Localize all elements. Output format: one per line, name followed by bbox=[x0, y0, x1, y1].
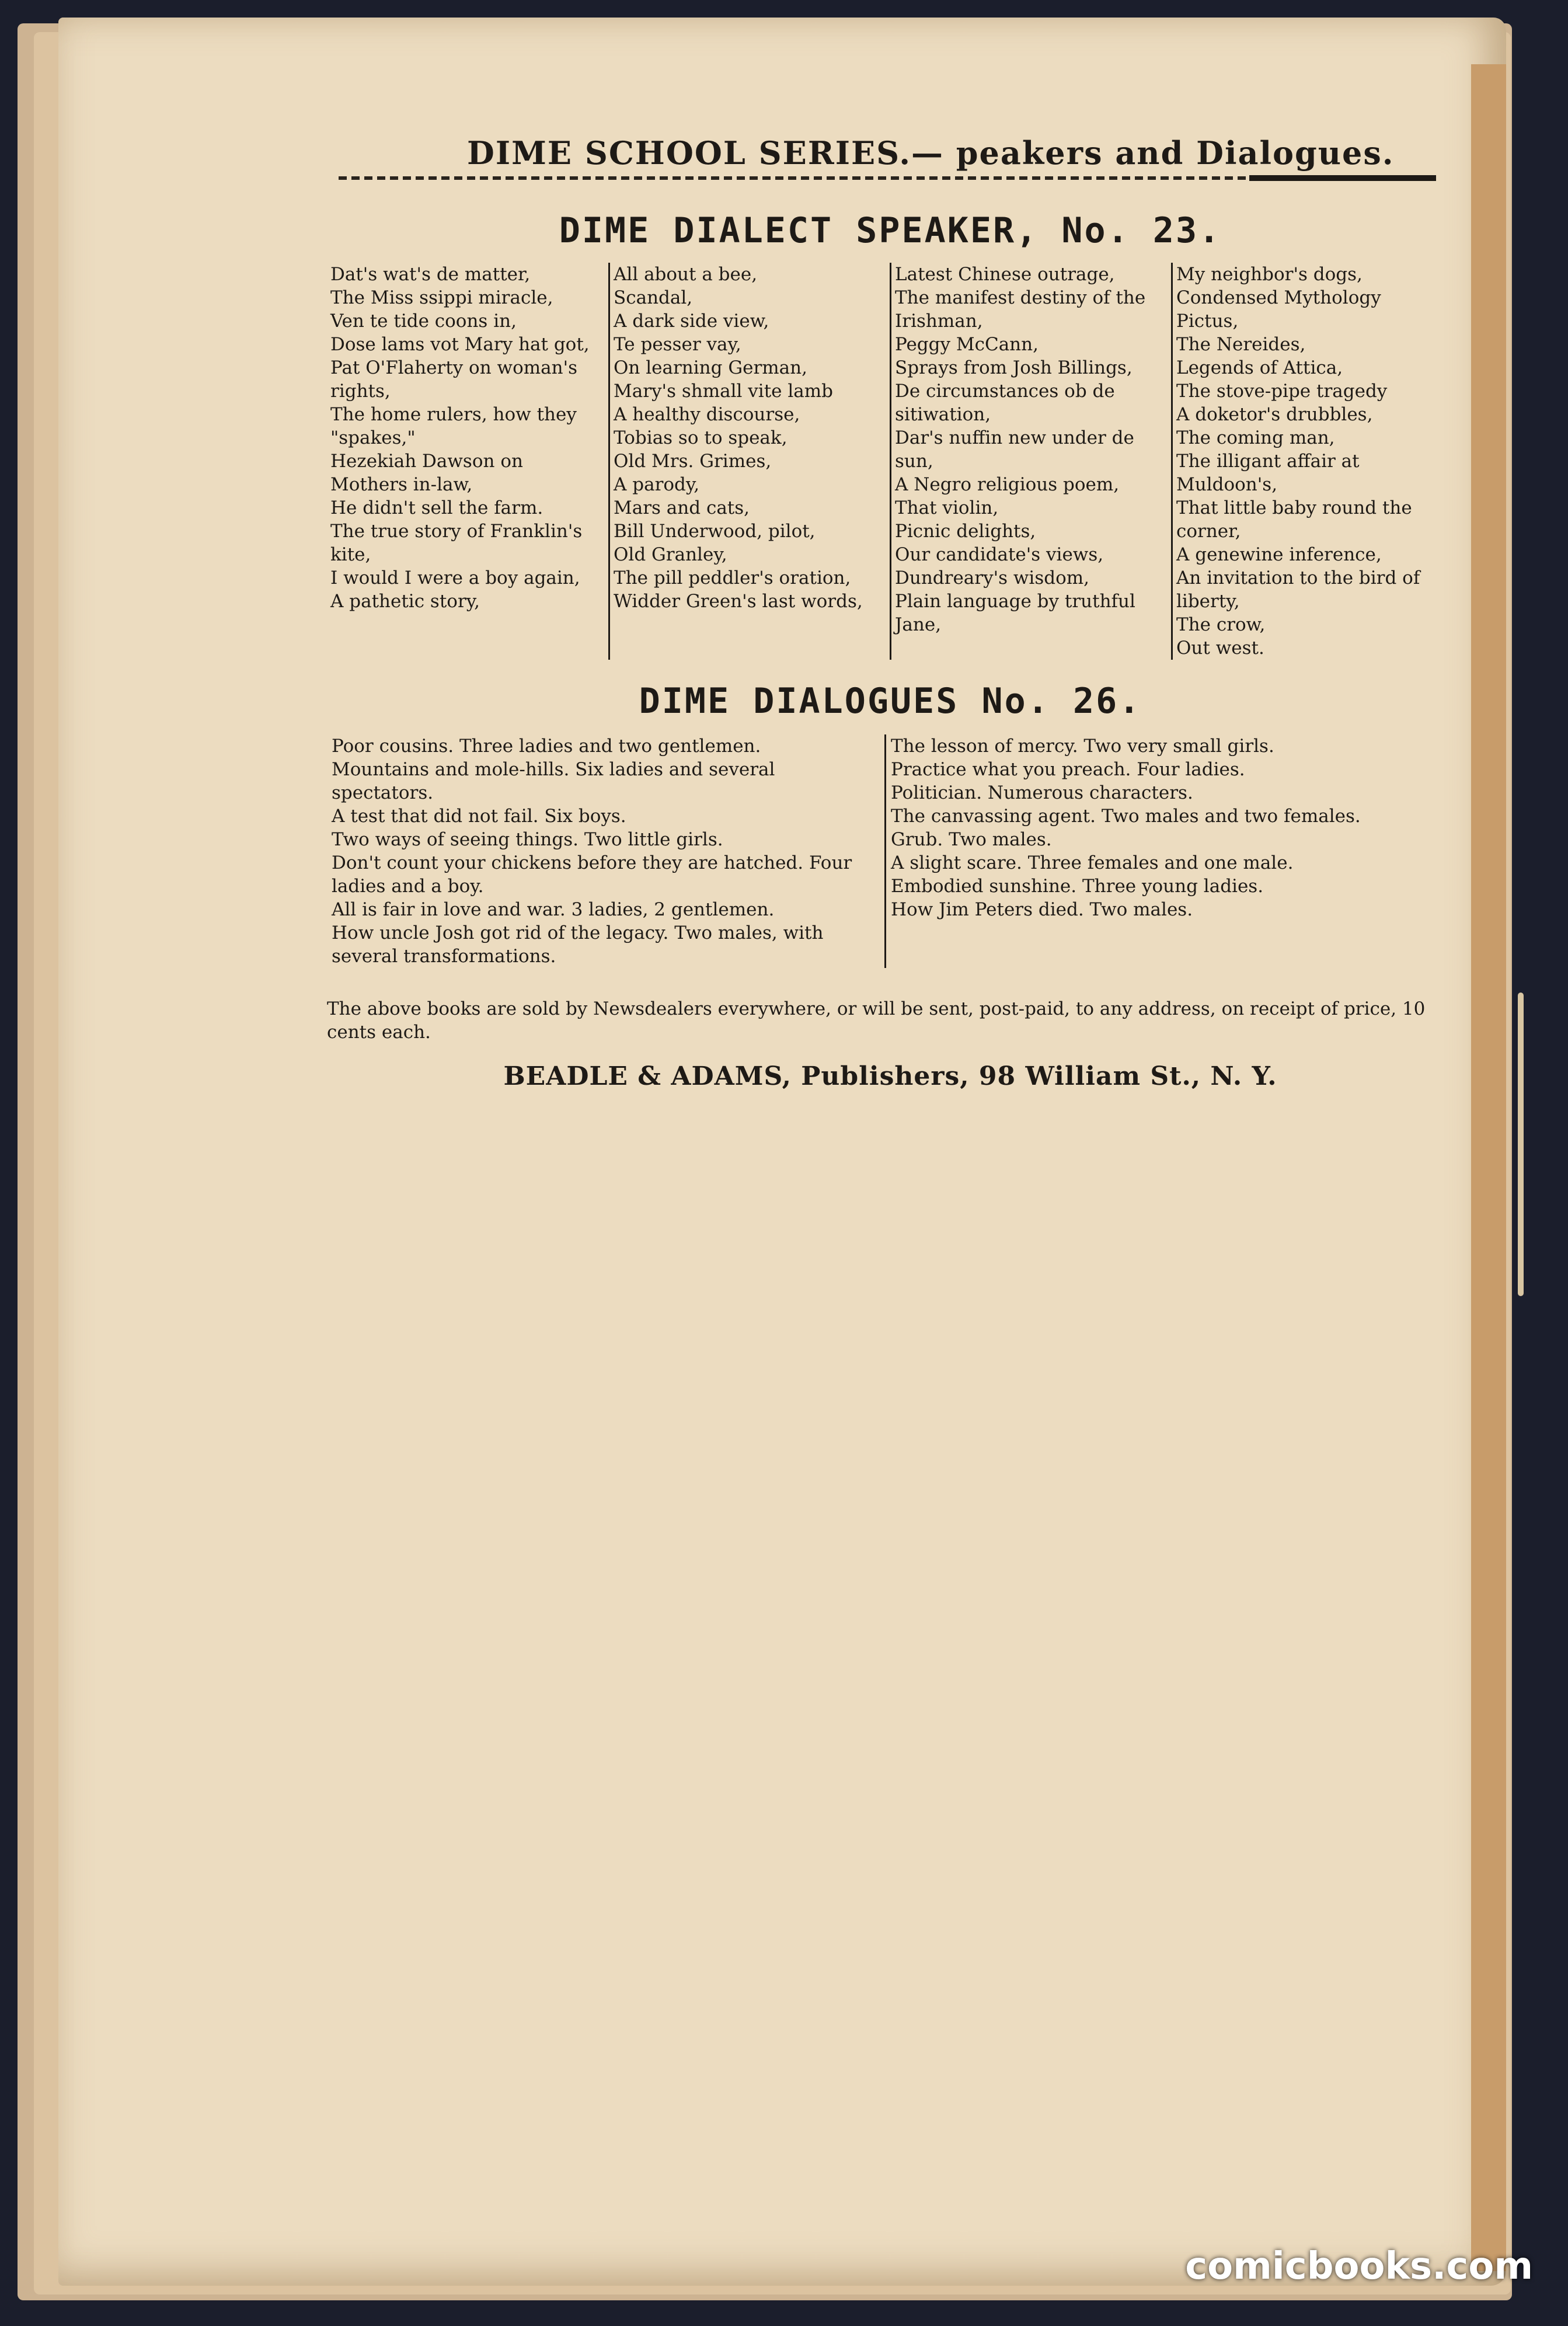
speaker-list-item: The Nereides, bbox=[1176, 334, 1306, 355]
speaker-list-item: The coming man, bbox=[1176, 427, 1335, 448]
speaker-list-item: Dundreary's wisdom, bbox=[895, 567, 1090, 589]
dialogue-list-item: Two ways of seeing things. Two little girls. bbox=[332, 829, 723, 850]
speaker-list-item: De circumstances ob de sitiwation, bbox=[895, 381, 1115, 425]
dialogues-columns bbox=[327, 734, 1454, 968]
speaker-list-item: Bill Underwood, pilot, bbox=[614, 521, 816, 542]
publisher-line: BEADLE & ADAMS, Publishers, 98 William St., N. Y. bbox=[503, 1061, 1277, 1091]
dialogue-list-item: Practice what you preach. Four ladies. bbox=[891, 759, 1245, 780]
series-header bbox=[327, 117, 1454, 175]
speaker-list-item: The home rulers, how they "spakes," bbox=[330, 404, 577, 448]
speaker-list-item: A parody, bbox=[614, 474, 700, 495]
speaker-list-item: The Miss ssippi miracle, bbox=[330, 287, 553, 308]
dialogue-list-item: The lesson of mercy. Two very small girls. bbox=[891, 736, 1274, 757]
speaker-list-item: Our candidate's views, bbox=[895, 544, 1104, 565]
speaker-column bbox=[1171, 263, 1452, 660]
speaker-list-item: All about a bee, bbox=[614, 264, 758, 285]
speaker-list-item: On learning German, bbox=[614, 357, 807, 378]
binding-thread bbox=[1518, 993, 1524, 1296]
speaker-list-item: Sprays from Josh Billings, bbox=[895, 357, 1133, 378]
speaker-list-item: A dark side view, bbox=[614, 311, 769, 332]
watermark: comicbooks.com bbox=[1185, 2245, 1533, 2288]
dialogue-list-item: Politician. Numerous characters. bbox=[891, 782, 1193, 803]
page-content bbox=[327, 117, 1454, 1091]
speaker-list-item: Hezekiah Dawson on Mothers in-law, bbox=[330, 451, 523, 495]
speaker-list-item: The true story of Franklin's kite, bbox=[330, 521, 583, 565]
speaker-list-item: Te pesser vay, bbox=[614, 334, 741, 355]
speaker-list-item: Latest Chinese outrage, bbox=[895, 264, 1115, 285]
speaker-list-item: Tobias so to speak, bbox=[614, 427, 788, 448]
speaker-list-item: A Negro religious poem, bbox=[895, 474, 1120, 495]
speaker-column bbox=[890, 263, 1171, 660]
speaker-list-item: A healthy discourse, bbox=[614, 404, 800, 425]
speaker-list-item: He didn't sell the farm. bbox=[330, 497, 543, 518]
speaker-list-item: Out west. bbox=[1176, 638, 1264, 659]
speaker-list-item: Mary's shmall vite lamb bbox=[614, 381, 833, 402]
speaker-list-item: An invitation to the bird of liberty, bbox=[1176, 567, 1420, 612]
dialogue-list-item: The canvassing agent. Two males and two females. bbox=[891, 806, 1361, 827]
speaker-list-item: Legends of Attica, bbox=[1176, 357, 1343, 378]
speaker-list-item: The crow, bbox=[1176, 614, 1266, 635]
speaker-list-item: Widder Green's last words, bbox=[614, 591, 863, 612]
speaker-list-item: Plain language by truthful Jane, bbox=[895, 591, 1135, 635]
page-edge bbox=[1471, 64, 1506, 2271]
speaker-list-item: A doketor's drubbles, bbox=[1176, 404, 1373, 425]
dialogue-list-item: Grub. Two males. bbox=[891, 829, 1052, 850]
speaker-list-item: Dose lams vot Mary hat got, bbox=[330, 334, 590, 355]
speaker-list-item: Ven te tide coons in, bbox=[330, 311, 517, 332]
speaker-column bbox=[327, 263, 608, 660]
speaker-list-item: Pictus, bbox=[1176, 311, 1239, 332]
speaker-list-item: Picnic delights, bbox=[895, 521, 1036, 542]
dialogue-list-item: How Jim Peters died. Two males. bbox=[891, 899, 1193, 920]
speaker-list-item: I would I were a boy again, bbox=[330, 567, 580, 589]
speaker-list-item: The manifest destiny of the Irishman, bbox=[895, 287, 1146, 332]
dialogue-list-item: All is fair in love and war. 3 ladies, 2 gentlemen. bbox=[332, 899, 775, 920]
speaker-list-item: Dat's wat's de matter, bbox=[330, 264, 531, 285]
series-title: DIME SCHOOL SERIES.— peakers and Dialogues. bbox=[467, 134, 1395, 172]
speaker-list-item: The illigant affair at Muldoon's, bbox=[1176, 451, 1360, 495]
dialogue-list-item: Mountains and mole-hills. Six ladies and several spectators. bbox=[332, 759, 775, 803]
dialogue-list-item: Poor cousins. Three ladies and two gentlemen. bbox=[332, 736, 761, 757]
speaker-list-item: Old Granley, bbox=[614, 544, 727, 565]
speaker-list-item: Pat O'Flaherty on woman's rights, bbox=[330, 357, 578, 402]
speaker-list-item: Old Mrs. Grimes, bbox=[614, 451, 772, 472]
speaker-list-item: The stove-pipe tragedy bbox=[1176, 381, 1388, 402]
dialogue-list-item: Embodied sunshine. Three young ladies. bbox=[891, 876, 1264, 897]
dialogue-column bbox=[884, 734, 1442, 968]
dialogue-list-item: A slight scare. Three females and one male. bbox=[891, 852, 1294, 873]
dialogue-column bbox=[327, 734, 884, 968]
speaker-column bbox=[608, 263, 890, 660]
dialogue-list-item: A test that did not fail. Six boys. bbox=[332, 806, 626, 827]
dialogue-list-item: How uncle Josh got rid of the legacy. Two males, with several transformations. bbox=[332, 922, 824, 967]
speaker-list-item: My neighbor's dogs, bbox=[1176, 264, 1363, 285]
header-rule bbox=[339, 176, 1436, 180]
dialogue-list-item: Don't count your chickens before they are hatched. Four ladies and a boy. bbox=[332, 852, 852, 897]
speaker-list-item: The pill peddler's oration, bbox=[614, 567, 851, 589]
speaker-list-item: Peggy McCann, bbox=[895, 334, 1039, 355]
speaker-list-item: Dar's nuffin new under de sun, bbox=[895, 427, 1134, 472]
speaker-list-item: A pathetic story, bbox=[330, 591, 480, 612]
speaker-list-item: Condensed Mythology bbox=[1176, 287, 1381, 308]
dialect-speaker-columns bbox=[327, 263, 1454, 660]
speaker-list-item: A genewine inference, bbox=[1176, 544, 1382, 565]
speaker-list-item: That violin, bbox=[895, 497, 999, 518]
speaker-list-item: Mars and cats, bbox=[614, 497, 750, 518]
speaker-list-item: That little baby round the corner, bbox=[1176, 497, 1412, 542]
dialogues-title: DIME DIALOGUES No. 26. bbox=[639, 681, 1142, 722]
ordering-note: The above books are sold by Newsdealers everywhere, or will be sent, post-paid, to any address, on receipt of price, 10 cents each. bbox=[327, 998, 1426, 1043]
dialect-speaker-title: DIME DIALECT SPEAKER, No. 23. bbox=[559, 210, 1222, 251]
speaker-list-item: Scandal, bbox=[614, 287, 693, 308]
